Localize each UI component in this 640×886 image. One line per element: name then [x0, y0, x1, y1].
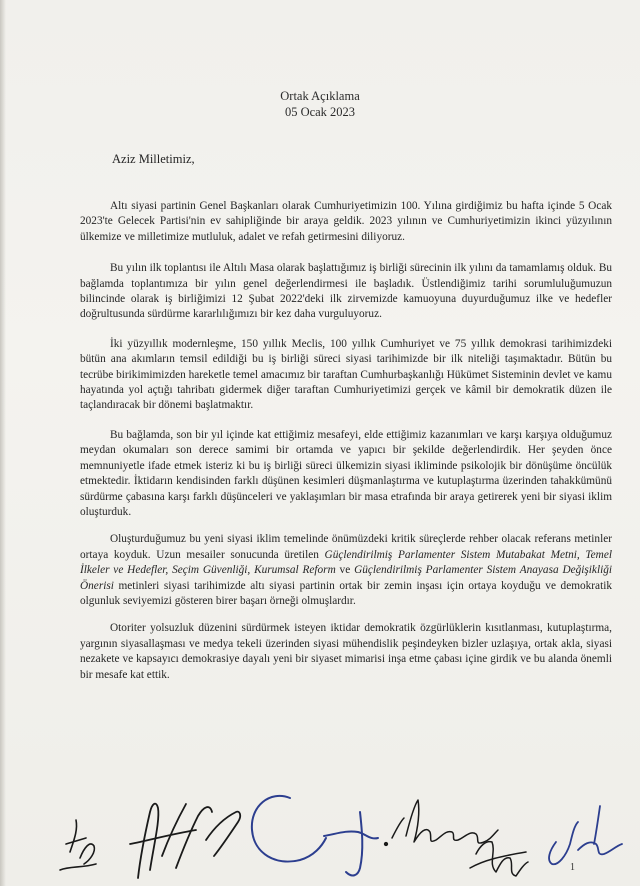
- document-title: Ortak Açıklama: [280, 89, 360, 103]
- paragraph-5-italic-titles: Güçlendirilmiş Parlamenter Sistem Mutabakat Metni, Temel İlkeler ve Hedefler, Seçim Güvenliği, Kurumsal Reform: [80, 548, 612, 577]
- paragraph-2: Bu yılın ilk toplantısı ile Altılı Masa olarak başlattığımız iş birliği sürecinin ilk yılını da tamamlamış olduk. Bu bağlamda toplantımıza bir yılın genel değerlendirmesi ile başladık. Üstlendiğimiz tarihi sorumluluğumuzun bilincinde olarak iş birliğimizi 12 Şubat 2022'deki ilk zirvemizde kamuoyuna duyurduğumuz ilke ve hedefler doğrultusunda sürdürme kararlılığımızı bir kez daha vurguluyoruz.: [80, 262, 612, 321]
- paragraph-1: Altı siyasi partinin Genel Başkanları olarak Cumhuriyetimizin 100. Yılına girdiğimiz bu hafta içinde 5 Ocak 2023'te Gelecek Partisi'nin ev sahipliğinde bir araya geldik. 2023 yılının ve Cumhuriyetimizin ikinci yüzyılının ülkemize ve milletimize mutluluk, adalet ve refah getirmesini diliyoruz.: [80, 200, 612, 243]
- signature-3: [252, 796, 378, 876]
- paragraph-4: Bu bağlamda, son bir yıl içinde kat ettiğimiz mesafeyi, elde ettiğimiz kazanımları ve karşı karşıya olduğumuz meydan okumaları son derece samimi bir ortamda ve yapıcı bir şekilde değerlendirdik. Her şeyden önce memnuniyetle ifade etmek isteriz ki bu iş birliği süreci ülkemizin siyasi ikliminde psikolojik bir dönüşüme öncülük etmektedir. İktidarın kendisinden farklı düşünen kesimleri düşmanlaştırma ve kutuplaştırma üzerinden tahakkümünü sürdürme çabasına karşı farklı düşünceleri ve yaklaşımları bir masa etrafında bir araya getirerek yeni bir siyasi iklim oluşturduk.: [80, 428, 612, 518]
- document-heading: [0, 88, 640, 120]
- page-shadow-edge: [0, 0, 6, 886]
- document-date: 05 Ocak 2023: [284, 105, 356, 119]
- document-body: [80, 199, 612, 695]
- paragraph-6: Otoriter yolsuzluk düzenini sürdürmek isteyen iktidar demokratik özgürlüklerin kısıtlanması, kutuplaştırma, yargının siyasallaşması ve medya tekeli üzerinden siyasi mühendislik peşindeyken bizler uzlaşıya, ortak akla, siyasi nezakete ve kapsayıcı demokrasiye dayalı yeni bir siyaset mimarisi inşa etme çabası içine girdik ve bu alanda önemli bir mesafe kat ettik.: [80, 622, 612, 681]
- paragraph-5: [80, 532, 612, 609]
- paragraph-5-intro: Oluşturduğumuz bu yeni siyasi iklim temelinde önümüzdeki kritik süreçlerde rehber olacak referans metinler ortaya koyduk. Uzun mesailer sonucunda üretilen: [80, 533, 612, 561]
- signature-1: [60, 820, 96, 870]
- paragraph-5-italic-proposal: Güçlendirilmiş Parlamenter Sistem Anayasa Değişikliği Önerisi: [80, 564, 613, 592]
- signature-6: [549, 806, 622, 864]
- signatures-area: [0, 760, 640, 886]
- paragraph-3: İki yüzyıllık modernleşme, 150 yıllık Meclis, 100 yıllık Cumhuriyet ve 75 yıllık demokrasi tarihimizdeki bütün ana akımların temsil edildiği bu iş birliği süreci siyasi tarihimizde bir ilk niteliği taşımaktadır. Bütün bu tecrübe birikimimizden hareketle temel amacımız bir taraftan Cumhurbaşkanlığı Hükümet Sisteminin devlet ve kamu hayatında yol açtığı tahribatı gidermek diğer taraftan Cumhuriyetimizi gerçek ve kâmil bir demokratik düzen ile taçlandıracak bir dönemi başlatmaktır.: [80, 337, 612, 412]
- signature-5: [470, 842, 528, 876]
- paragraph-5-outro: metinleri siyasi tarihimizde altı siyasi partinin ortak bir zemin inşası için ortaya koyduğu ve demokratik olgunluk seviyemizi gösteren birer başarı örneği olmuşlardır.: [80, 579, 612, 607]
- signature-2: [130, 804, 240, 878]
- signature-4: [385, 800, 498, 845]
- paragraph-5-conjunction: ve: [335, 564, 355, 577]
- salutation: Aziz Milletimiz,: [112, 152, 195, 166]
- page-number: 1: [570, 862, 575, 873]
